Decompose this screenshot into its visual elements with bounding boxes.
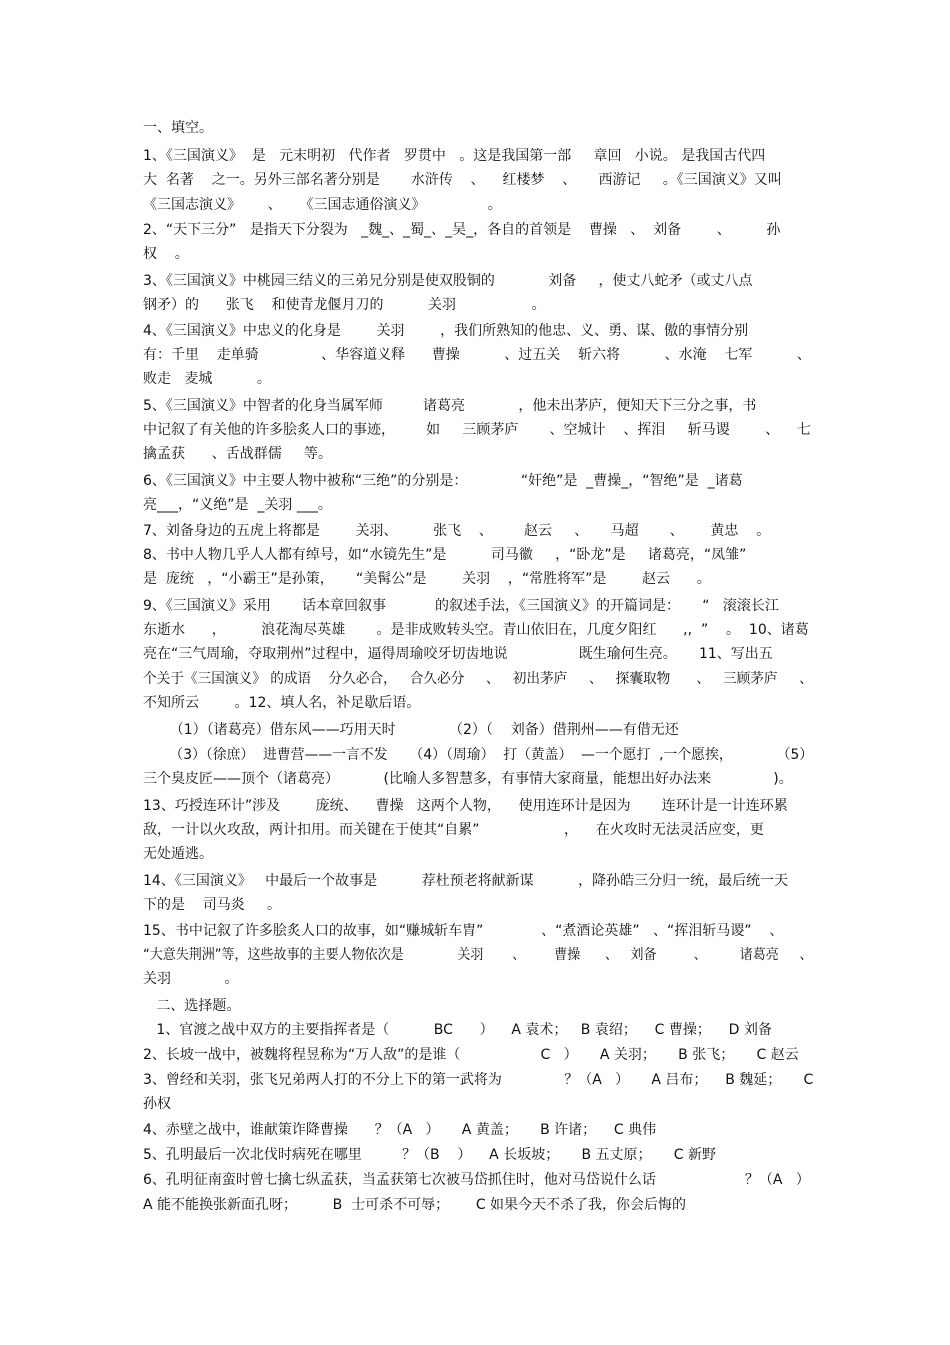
text-line: （1）（诸葛亮）借东风——巧用天时 （2）（ 刘备）借荆州——有借无还 <box>143 722 679 738</box>
text-line: 1、官渡之战中双方的主要指挥者是（ BC ） A 袁术； B 袁绍； C 曹操； D 刘备 <box>143 1022 772 1038</box>
text-line: “大意失荆洲”等，这些故事的主要人物依次是 关羽 、 曹操 、 刘备 、 诸葛亮 、 <box>143 947 813 963</box>
text-line: 4、赤壁之战中，谁献策诈降曹操 ？（A ） A 黄盖； B 许诸； C 典伟 <box>143 1122 657 1138</box>
text-line: 9、《三国演义》采用 话本章回叙事 的叙述手法，《三国演义》的开篇词是： “ 滚滚长江 <box>143 598 779 614</box>
text-line: 不知所云 。12、填人名，补足歇后语。 <box>143 695 421 711</box>
text-line: 5、孔明最后一次北伐时病死在哪里 ？（B ） A 长坂坡； B 五丈原； C 新野 <box>143 1147 716 1163</box>
text-line: 2、长坡一战中，被魏将程昱称为“万人敌”的是谁（ C ） A 关羽； B 张飞； C 赵云 <box>143 1047 799 1063</box>
section-heading: 二、选择题。 <box>143 998 241 1014</box>
section-heading: 一、填空。 <box>143 120 213 136</box>
text-line: 关羽 。 <box>143 971 239 987</box>
text-line: 6、孔明征南蛮时曾七擒七纵孟获，当孟获第七次被马岱抓住时，他对马岱说什么话 ？（A ） <box>143 1172 810 1188</box>
text-line: 下的是 司马炎 。 <box>143 897 282 913</box>
text-line: 擒孟获 、舌战群儒 等。 <box>143 446 332 462</box>
text-line: 权 。 <box>143 246 189 262</box>
text-line: 个关于《三国演义》 的成语 分久必合， 合久必分 、 初出茅庐 、 探囊取物 、 三顾茅庐 、 <box>143 671 813 687</box>
text-line: 2、“天下三分” 是指天下分裂为 _魏_、_蜀_、_吴_，各自的首领是 曹操 、 刘备 、 孙 <box>143 222 781 238</box>
text-line: 孙权 <box>143 1096 171 1112</box>
text-line: 东逝水 ， 浪花淘尽英雄 。是非成败转头空。青山依旧在，几度夕阳红 ,, ” 。 10、诸葛 <box>143 622 809 638</box>
text-line: 亮___，“义绝”是 _关羽 ___。 <box>143 497 332 513</box>
text-line: 5、《三国演义》中智者的化身当属军师 诸葛亮 ，他未出茅庐，便知天下三分之事，书 <box>143 398 757 414</box>
text-line: 有：千里 走单骑 、华容道义释 曹操 、过五关 斩六将 、水淹 七军 、 <box>143 347 811 363</box>
text-line: 3、《三国演义》中桃园三结义的三弟兄分别是使双股铜的 刘备 ，使丈八蛇矛（或丈八点 <box>143 273 753 289</box>
text-line: 3、曾经和关羽，张飞兄弟两人打的不分上下的第一武将为 ？（A ） A 吕布； B 魏延； C <box>143 1072 814 1088</box>
text-line: 中记叙了有关他的许多脍炙人口的事迹， 如 三顾茅庐 、空城计 、挥泪 斩马谡 、 七 <box>143 422 812 438</box>
text-line: 钢矛）的 张飞 和使青龙偃月刀的 关羽 。 <box>143 297 546 313</box>
text-line: 亮在“三气周瑜，夺取荆州”过程中，逼得周瑜咬牙切齿地说 既生瑜何生亮。 11、写出五 <box>143 646 773 662</box>
text-line: 13、巧授连环计”涉及 庞统、 曹操 这两个人物， 使用连环计是因为 连环计是一计连环累 <box>143 798 788 814</box>
text-line: 是 庞统 ，“小霸王”是孙策， “美髯公”是 关羽 ，“常胜将军”是 赵云 。 <box>143 571 711 587</box>
text-line: 敌，一计以火攻敌，两计扣用。而关键在于使其“自累” ， 在火攻时无法灵活应变，更 <box>143 822 764 838</box>
text-line: 14、《三国演义》 中最后一个故事是 荐杜预老将献新谋 ，降孙皓三分归一统，最后统一天 <box>143 873 789 889</box>
text-line: 4、《三国演义》中忠义的化身是 关羽 ，我们所熟知的他忠、义、勇、谋、傲的事情分别 <box>143 323 749 339</box>
text-line: 大 名著 之一。另外三部名著分别是 水浒传 、 红楼梦 、 西游记 。《三国演义》又叫 <box>143 172 782 188</box>
text-line: 8、书中人物几乎人人都有绰号，如“水镜先生”是 司马徽 ，“卧龙”是 诸葛亮，“凤雏” <box>143 547 747 563</box>
text-line: 无处遁逃。 <box>143 846 213 862</box>
text-line: （3）（徐庶） 进曹营——一言不发 （4）（周瑜） 打（黄盖） —一个愿打 ,一个愿挨， （5） <box>143 747 814 763</box>
text-line: 《三国志演义》 、 《三国志通俗演义》 。 <box>143 197 502 213</box>
text-line: 1、《三国演义》 是 元末明初 代作者 罗贯中 。这是我国第一部 章回 小说。 是我国古代四 <box>143 148 766 164</box>
text-line: 败走 麦城 。 <box>143 371 271 387</box>
text-line: 15、书中记叙了许多脍炙人口的故事，如“赚城斩车胄” 、“煮酒论英雄” 、“挥泪斩马谡” 、 <box>143 923 784 939</box>
text-line: A 能不能换张新面孔呀； B 士可杀不可辱； C 如果今天不杀了我，你会后悔的 <box>143 1197 687 1213</box>
text-line: 三个臭皮匠——顶个（诸葛亮） (比喻人多智慧多，有事情大家商量，能想出好办法来 )。 <box>143 771 793 787</box>
text-line: 6、《三国演义》中主要人物中被称“三绝”的分别是： “奸绝”是 _曹操_，“智绝”是 _诸葛 <box>143 473 743 489</box>
text-line: 7、刘备身边的五虎上将都是 关羽、 张飞 、 赵云 、 马超 、 黄忠 。 <box>143 523 771 539</box>
